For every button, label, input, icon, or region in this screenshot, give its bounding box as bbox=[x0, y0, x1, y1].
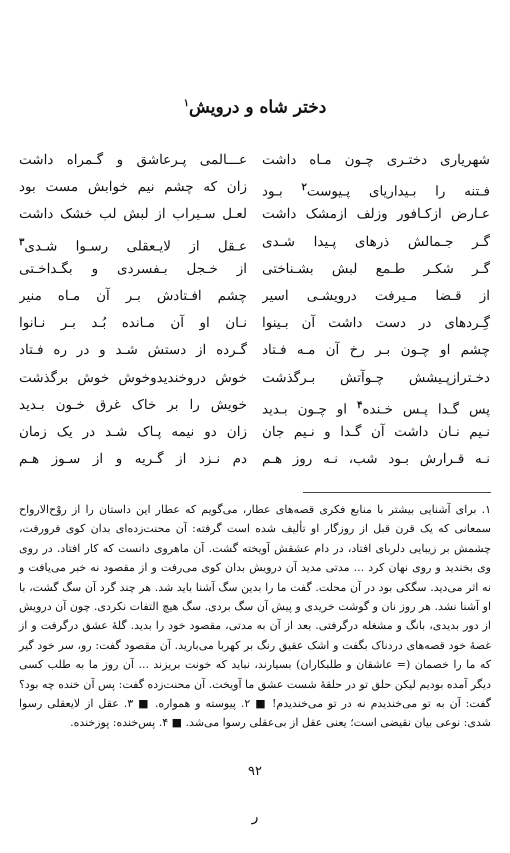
verse-text: فـتنه را بـیداریای پـیوست bbox=[306, 183, 490, 200]
verse-text: دخـترازپـیشش چـوآتش بـرگذشت bbox=[262, 369, 490, 386]
verse-text: زان دو نیمه پـاک شـد در یک زمان bbox=[19, 423, 247, 440]
verse-text: زان که چشم نیم خوابش مست بود bbox=[19, 179, 247, 196]
verse-line bbox=[262, 337, 490, 364]
verse-line bbox=[262, 174, 490, 201]
verse-text: از خـجل بـفسردی و بگـداخـتی bbox=[19, 260, 247, 277]
verse-text: لعـل سـیراب از لبش لب خشک داشت bbox=[19, 206, 247, 223]
footnote-marker: ۴ bbox=[357, 399, 363, 411]
verse-column-right bbox=[262, 147, 490, 473]
verse-text: چشم افـتادش بـر آن مـاه منیر bbox=[19, 287, 247, 304]
verse-text: پس گـدا پـس خـنده bbox=[362, 401, 490, 418]
verse-text: چشم او چـون بـر رخ آن مـه فـتاد bbox=[262, 342, 490, 359]
verse-text: گـرده از دستش شـد و در ره فـتاد bbox=[19, 342, 247, 359]
verse-line bbox=[262, 256, 490, 283]
verse-line bbox=[262, 365, 490, 392]
verse-line bbox=[19, 256, 247, 283]
verse-line bbox=[19, 446, 247, 473]
verse-text: نـیم نـان داشت آن گـدا و نـیم جان bbox=[262, 423, 490, 440]
verse-text: گـر جـمالش ذرهای پـیدا شـدی bbox=[262, 233, 490, 250]
verse-tail: بـود bbox=[262, 183, 302, 200]
verse-text: عـارض ازکـافور وزلف ازمشک داشت bbox=[262, 206, 490, 223]
title-footnote-marker: ۱ bbox=[183, 98, 190, 109]
verse-line bbox=[19, 147, 247, 174]
verse-line bbox=[19, 337, 247, 364]
footnote: ۱. برای آشنایی بیشتر با منابع فکری قصه‌های عطار، می‌گویم که عطار این داستان را از روْح‌الارواح سمعانی که یک قرن قبل از روزگار او تألیف شده است گرفته: آن محنت‌زده‌ای بدان کوی فرورفت، چشمش بر زیبایی دلربای افتاد، در دام عشقش آویخته گشت. آن ماهروی دانست که کار افتاد. در روی وی بخندید و روی نهان کرد ... مدتی مدید آن درویش بدان کوی می‌رفت و از مقصود نه خبر می‌یافت و نه اثر می‌دید. سگکی بود در آن محلت. گفت ما را بدین سگ آشنا باید شد. هر چند گرد آن سگ گشت، با او آشنا نشد. هر روز نان و گوشت خریدی و پیش آن سگ بردی. سگ هیچ التفات نکردی. چون آن درویش از دور بدیدی، بانگ و مشغله درگرفتی. بعد از آن به مدتی، مقصود خود را بدید. گلهٔ عشق درگرفت و از غصهٔ خود قصه‌های دردناک بگفت و اشک عقیق رنگ بر کهربا می‌بارید. آن مقصود گفت: رو، سر خود گیر که ما را خصمان (= عاشقان و طلبکاران) بسیارند، نباید که خونت بریزند ... آن روز ما به طلب کسی دیگر آمده بودیم لیکن حلق تو در حلقهٔ شست عشق ما آویخت. آن محنت‌زده گفت: پس آن خنده چه بود؟ گفت: آن به تو می‌خندیدم نه در تو می‌خندیدم! ■ ۲. پیوسته و همواره. ■ ۳. عقل از لایعقلی رسوا شدی: نوعی بیان نقیضی است؛ یعنی عقل از بی‌عقلی رسوا می‌شد. ■ ۴. پس‌خنده: پوزخنده. bbox=[19, 503, 491, 730]
footnote-marker: ۳ bbox=[19, 236, 25, 248]
verse-text: خویش را بر خاک غرق خـون بـدید bbox=[19, 396, 247, 413]
verse-line bbox=[262, 201, 490, 228]
verse-line bbox=[19, 283, 247, 310]
verse-text: شهریاری دختـری چـون مـاه داشت bbox=[262, 152, 490, 168]
verse-line bbox=[19, 365, 247, 392]
verse-text: عـــالمی پـرعاشق و گـمراه داشت bbox=[19, 152, 247, 168]
footnote-marker: ۲ bbox=[301, 182, 307, 194]
verse-line bbox=[262, 446, 490, 473]
verse-text: دم نـزد از گـریه و از سـوز هـم bbox=[19, 451, 247, 468]
verse-line bbox=[19, 419, 247, 446]
verse-column-left bbox=[19, 147, 247, 473]
footnote-divider bbox=[303, 492, 491, 493]
verse-line bbox=[19, 201, 247, 228]
verse-text: عـقل از لایـعقلی رسـوا شـدی bbox=[24, 238, 247, 255]
verse-text: گـر شکـر طـمع لبش بشـناختی bbox=[262, 260, 490, 277]
verse-line bbox=[262, 147, 490, 174]
verse-line bbox=[19, 392, 247, 419]
verse-tail: او چـون بـدید bbox=[262, 401, 358, 418]
verse-text: از قـضا مـیرفت درویشـی اسیر bbox=[262, 287, 490, 304]
verse-text: نـه قـرارش بـود شب، نـه روز هـم bbox=[262, 451, 490, 468]
verse-line bbox=[262, 392, 490, 419]
verse-text: نـان او آن مـانده بُـد بـر نـانوا bbox=[19, 315, 247, 332]
page-number: ۹۲ bbox=[248, 764, 262, 779]
verse-line bbox=[262, 310, 490, 337]
verse-line bbox=[262, 419, 490, 446]
poem-title bbox=[0, 92, 510, 120]
verse-text: خوش دروخندیدوخوش خوش برگذشت bbox=[19, 369, 247, 386]
verse-line bbox=[19, 174, 247, 201]
verse-line bbox=[262, 229, 490, 256]
verse-text: گِـردهای در دست داشت آن بـینوا bbox=[262, 315, 490, 332]
verse-line bbox=[262, 283, 490, 310]
verse-line bbox=[19, 310, 247, 337]
poem-title-text: دختر شاه و درویش bbox=[189, 97, 327, 118]
verse-line bbox=[19, 229, 247, 256]
bottom-mark: ر bbox=[251, 809, 259, 825]
